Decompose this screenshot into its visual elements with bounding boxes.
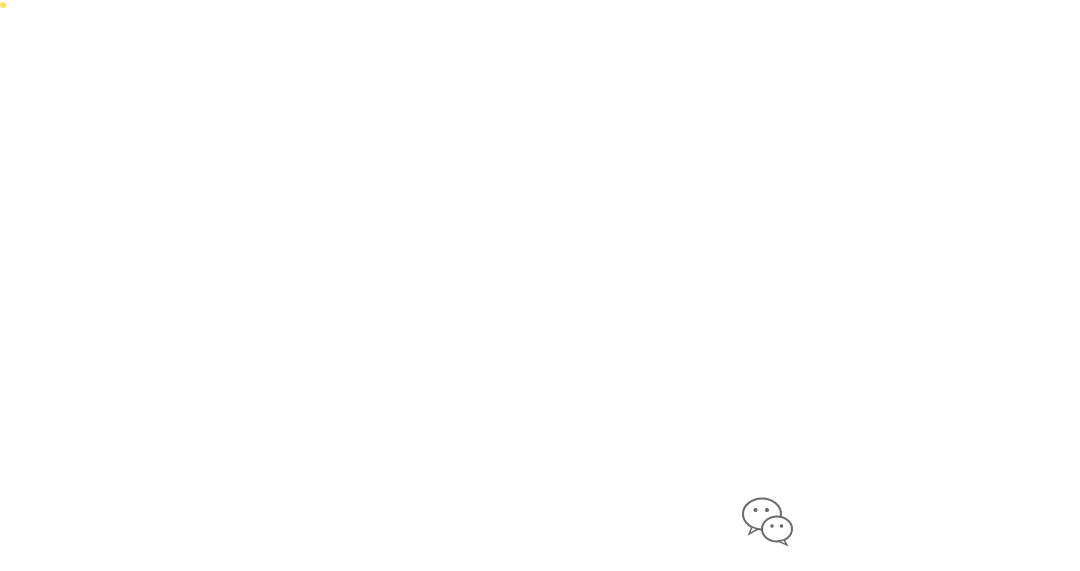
gaokao-highlight-box [0, 2, 6, 8]
watermark [738, 496, 798, 551]
wechat-icon [738, 496, 796, 551]
